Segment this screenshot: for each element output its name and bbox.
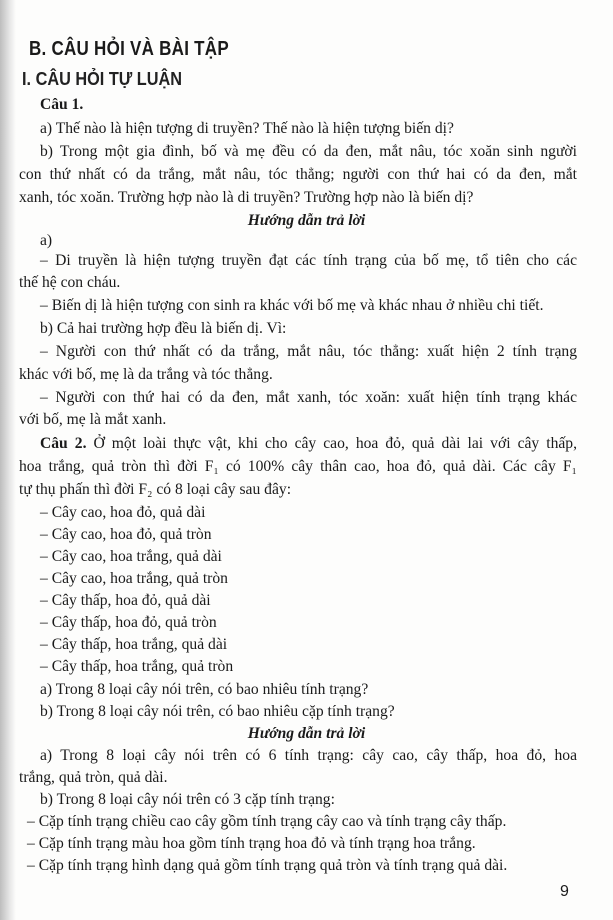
list-item: – Cây cao, hoa trắng, quả dài (40, 548, 222, 565)
question-1b-line: con thứ nhất có da trắng, mắt nâu, tóc thẳng; người con thứ hai có da đen, mắt (19, 166, 577, 183)
answer-line: trắng, quả tròn, quả dài. (19, 769, 168, 786)
answer-line: – Cặp tính trạng màu hoa gồm tính trạng hoa đỏ và tính trạng hoa trắng. (27, 835, 476, 852)
answer-line: – Di truyền là hiện tượng truyền đạt các tính trạng của bố mẹ, tổ tiên cho các (40, 252, 577, 269)
section-heading: I. CÂU HỎI TỰ LUẬN (22, 68, 183, 89)
answer-line: thế hệ con cháu. (19, 274, 121, 291)
question-1-label: Câu 1. (40, 96, 84, 113)
question-1b-line: b) Trong một gia đình, bố và mẹ đều có da đen, mắt nâu, tóc xoăn sinh người (40, 143, 577, 160)
answer-guide-heading: Hướng dẫn trả lời (247, 725, 366, 742)
answer-line: b) Cả hai trường hợp đều là biến dị. Vì: (40, 320, 287, 337)
answer-line: – Cặp tính trạng chiều cao cây gồm tính trạng cây cao và tính trạng cây thấp. (27, 813, 507, 830)
question-2b: b) Trong 8 loại cây nói trên, có bao nhiêu cặp tính trạng? (40, 703, 395, 720)
chapter-heading: B. CÂU HỎI VÀ BÀI TẬP (29, 38, 229, 60)
list-item: – Cây thấp, hoa trắng, quả tròn (40, 658, 234, 675)
question-2-text: Ở một loài thực vật, khi cho cây cao, hoa đỏ, quả dài lai với cây thấp, (86, 435, 577, 452)
question-2-line: hoa trắng, quả tròn thì đời F₁ có 100% cây thân cao, hoa đỏ, quả dài. Các cây F₁ (19, 458, 577, 475)
list-item: – Cây thấp, hoa đỏ, quả dài (40, 592, 211, 609)
question-2a: a) Trong 8 loại cây nói trên, có bao nhiêu tính trạng? (40, 681, 369, 698)
question-2-line: tự thụ phấn thì đời F₂ có 8 loại cây sau đây: (19, 481, 292, 498)
question-2-label: Câu 2. (40, 435, 87, 452)
binding-shadow (0, 0, 16, 920)
answer-line: – Người con thứ hai có da đen, mắt xanh, tóc xoăn: xuất hiện tính trạng khác (40, 389, 577, 406)
list-item: – Cây thấp, hoa đỏ, quả tròn (40, 614, 217, 631)
answer-line: a) (40, 232, 53, 249)
answer-guide-heading: Hướng dẫn trả lời (247, 212, 366, 229)
list-item: – Cây thấp, hoa trắng, quả dài (40, 636, 228, 653)
question-2-line (40, 434, 577, 454)
page-number: 9 (560, 883, 569, 900)
answer-line: a) Trong 8 loại cây nói trên có 6 tính trạng: cây cao, cây thấp, hoa đỏ, hoa (40, 747, 577, 764)
question-1a: a) Thế nào là hiện tượng di truyền? Thế nào là hiện tượng biến dị? (40, 120, 454, 137)
list-item: – Cây cao, hoa đỏ, quả dài (40, 504, 206, 521)
question-1b-line: xanh, tóc xoăn. Trường hợp nào là di truyền? Trường hợp nào là biến dị? (19, 189, 474, 206)
answer-line: khác với bố, mẹ là da trắng và tóc thẳng. (19, 366, 273, 383)
answer-line: – Người con thứ nhất có da trắng, mắt nâu, tóc thẳng: xuất hiện 2 tính trạng (40, 343, 577, 360)
answer-line: b) Trong 8 loại cây nói trên có 3 cặp tính trạng: (40, 791, 335, 808)
answer-line: với bố, mẹ là mắt xanh. (19, 411, 167, 428)
answer-line: – Biến dị là hiện tượng con sinh ra khác với bố mẹ và khác nhau ở nhiều chi tiết. (40, 297, 544, 314)
list-item: – Cây cao, hoa trắng, quả tròn (40, 570, 228, 587)
answer-line: – Cặp tính trạng hình dạng quả gồm tính trạng quả tròn và tính trạng quả dài. (27, 857, 508, 874)
list-item: – Cây cao, hoa đỏ, quả tròn (40, 526, 212, 543)
